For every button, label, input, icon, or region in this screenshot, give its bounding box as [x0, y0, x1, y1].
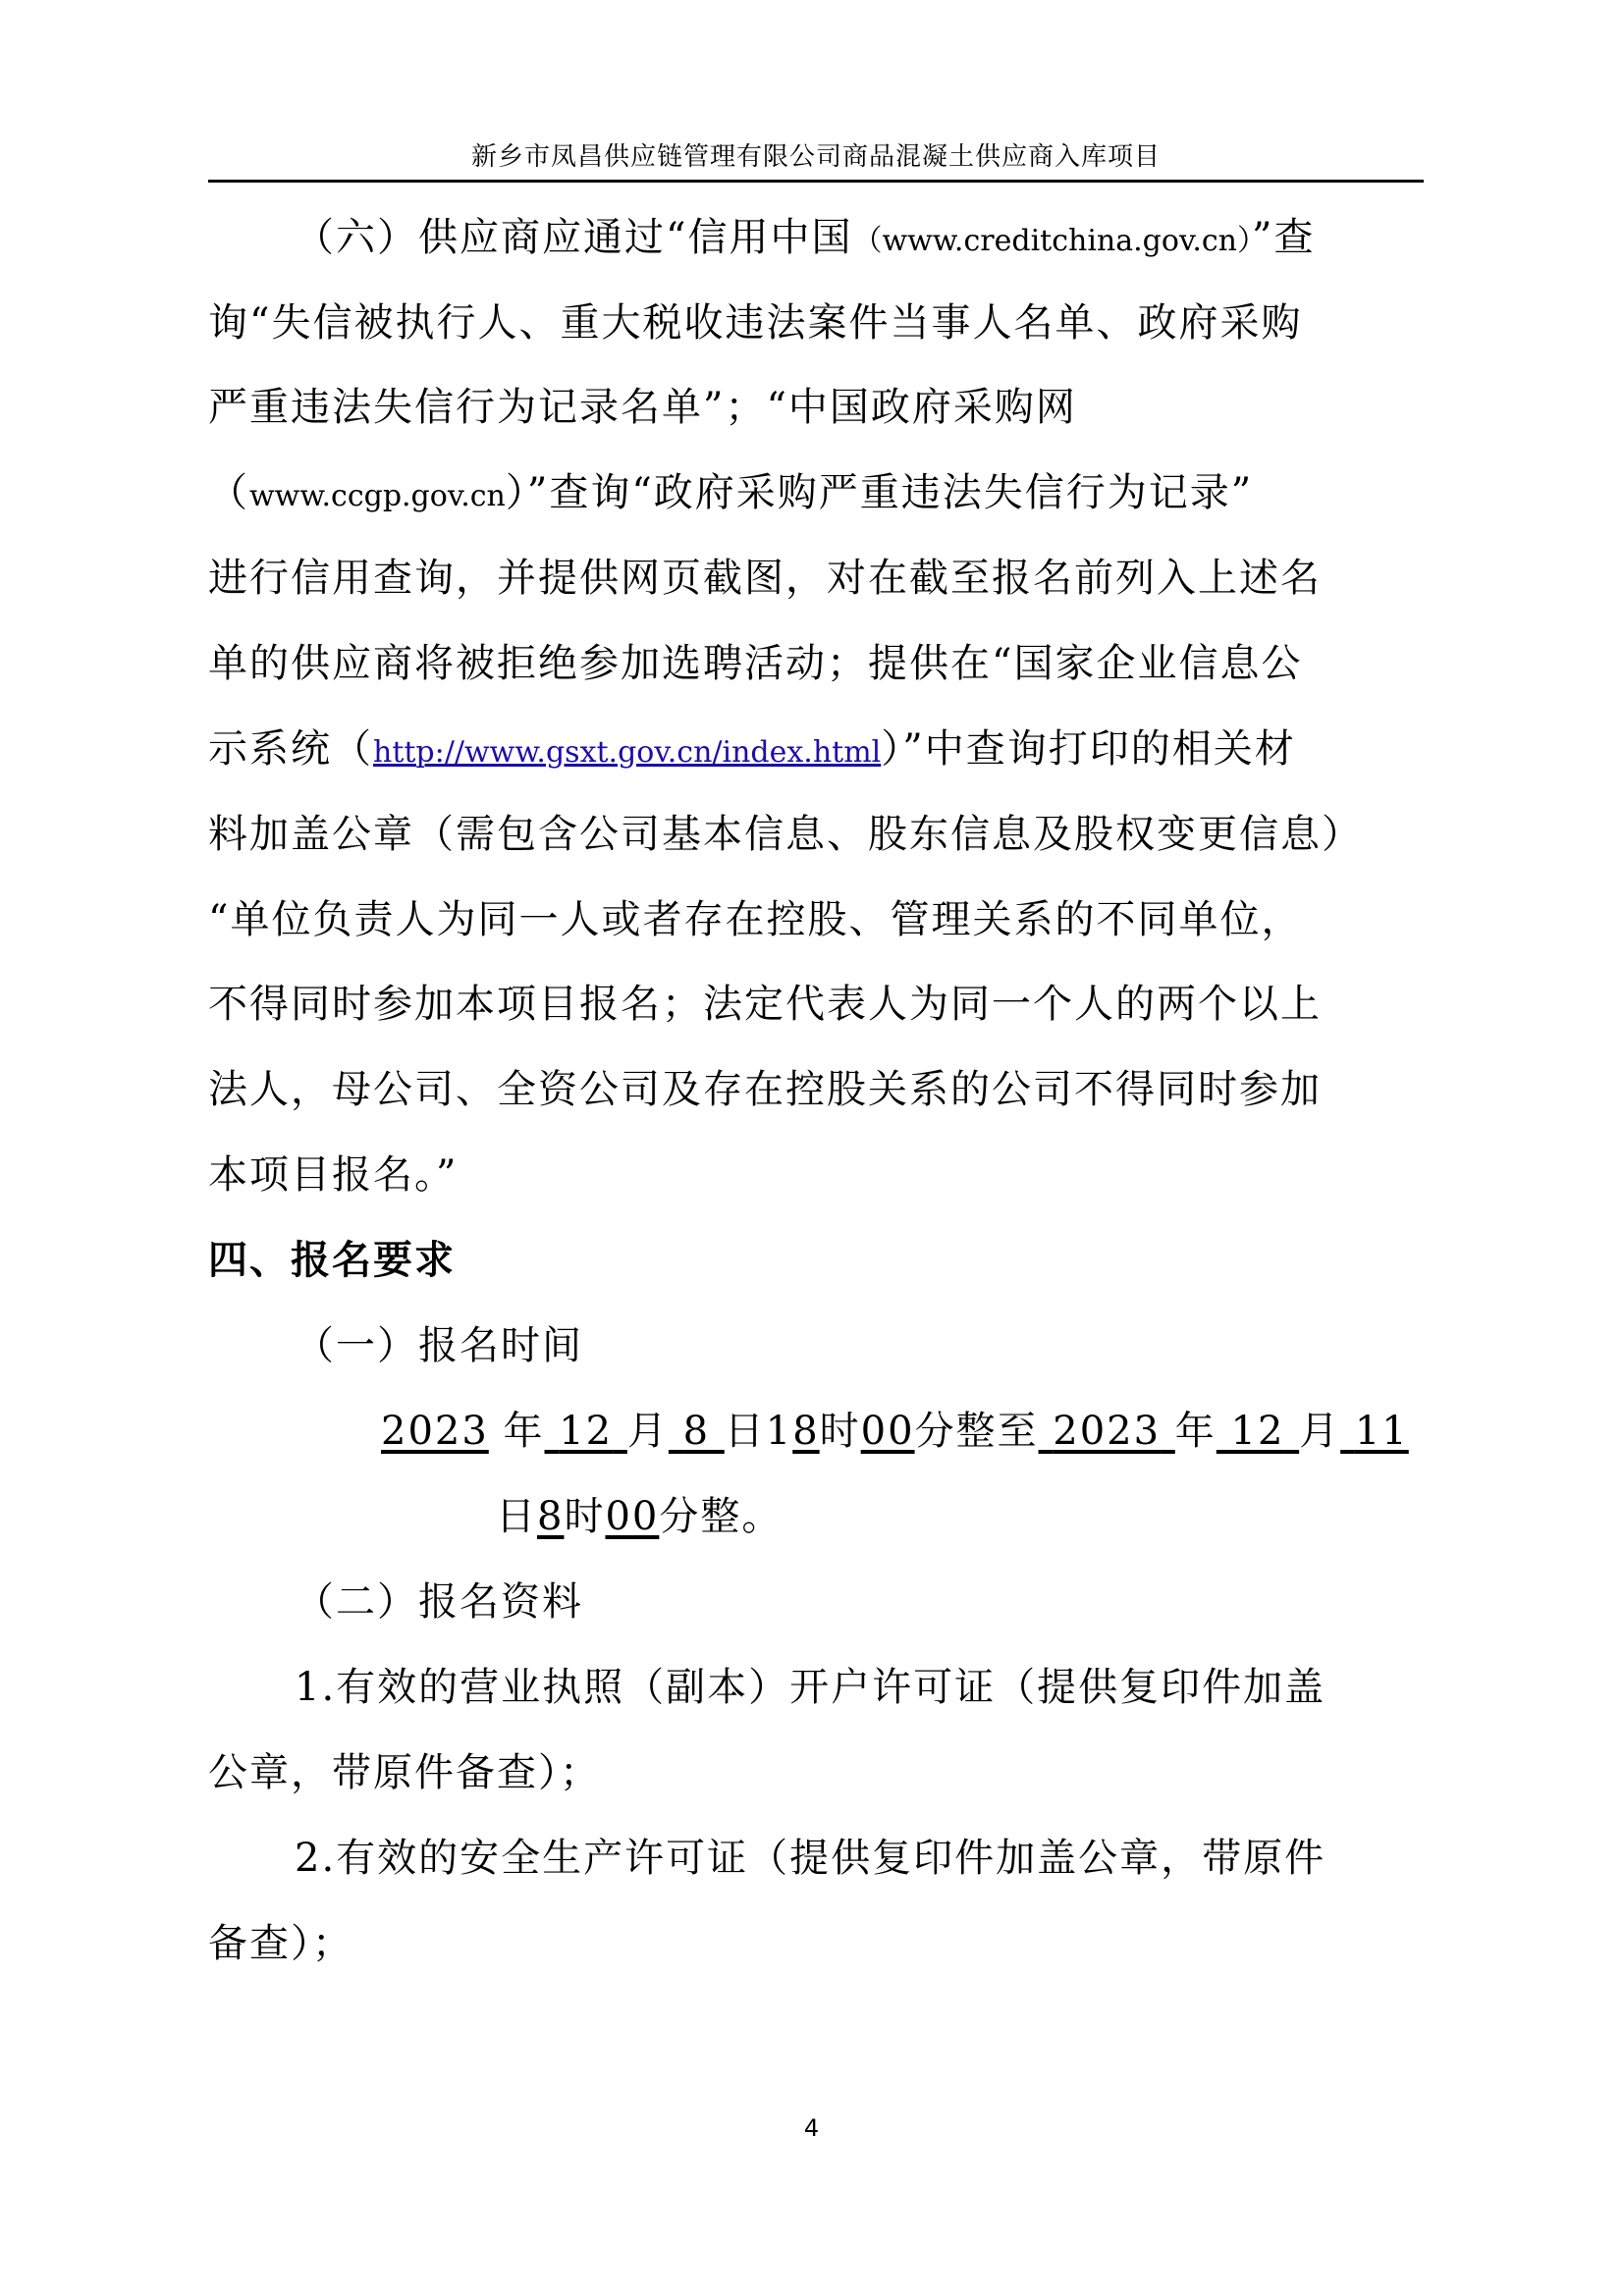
document-header: 新乡市凤昌供应链管理有限公司商品混凝土供应商入库项目 [470, 142, 1161, 172]
p6-text: ）”查询“政府采购严重违法失信行为记录” [505, 470, 1254, 515]
creditchina-url-text: （www.creditchina.gov.cn） [852, 224, 1252, 258]
time-text: 分整至 [914, 1409, 1039, 1454]
ccgp-url-text: www.ccgp.gov.cn [249, 479, 506, 513]
p6-text: ”查 [1252, 215, 1316, 260]
subsection-registration-materials: （二）报名资料 [295, 1579, 583, 1625]
registration-time-line-2 [496, 1489, 783, 1544]
start-hour-prefix: 1 [765, 1409, 793, 1454]
p6-line-1 [295, 210, 1315, 269]
p6-line-5: 进行信用查询，并提供网页截图，对在截至报名前列入上述名 [208, 556, 1322, 601]
p6-text: ）”中查询打印的相关材 [881, 726, 1296, 772]
p6-line-6: 单的供应商将被拒绝参加选聘活动；提供在“国家企业信息公 [208, 641, 1303, 686]
time-text: 分整。 [659, 1494, 784, 1539]
start-year: 2023 [381, 1409, 489, 1454]
time-text: 时 [819, 1409, 861, 1454]
subsection-registration-time: （一）报名时间 [295, 1323, 583, 1368]
p6-line-9: “单位负责人为同一人或者存在控股、管理关系的不同单位， [208, 897, 1303, 942]
time-text: 月 [1299, 1409, 1341, 1454]
time-text: 月 [626, 1409, 669, 1454]
registration-time-line-1 [381, 1404, 1409, 1459]
time-text: 日 [724, 1409, 766, 1454]
end-hour: 8 [537, 1494, 565, 1539]
material-item-2-line-2: 备查）； [208, 1921, 353, 1966]
page-number: 4 [803, 2114, 820, 2142]
end-year: 2023 [1053, 1409, 1162, 1454]
p6-line-2: 询“失信被执行人、重大税收违法案件当事人名单、政府采购 [208, 300, 1303, 346]
material-item-1-line-2: 公章，带原件备查）； [208, 1750, 601, 1795]
p6-text: 示系统（ [208, 726, 373, 772]
end-day: 11 [1354, 1409, 1409, 1454]
p6-line-12: 本项目报名。” [208, 1152, 459, 1198]
section-heading: 四、报名要求 [208, 1238, 456, 1283]
p6-line-11: 法人，母公司、全资公司及存在控股关系的公司不得同时参加 [208, 1067, 1322, 1112]
time-text: 年 [503, 1409, 545, 1454]
start-day: 8 [682, 1409, 711, 1454]
p6-line-3: 严重违法失信行为记录名单”；“中国政府采购网 [208, 385, 1077, 430]
time-text: 年 [1174, 1409, 1217, 1454]
header-rule [208, 180, 1424, 183]
material-item-2-line-1: 2.有效的安全生产许可证（提供复印件加盖公章，带原件 [295, 1836, 1326, 1881]
start-hour: 8 [792, 1409, 820, 1454]
p6-line-4 [208, 465, 1253, 524]
end-month: 12 [1230, 1409, 1285, 1454]
start-minute: 00 [860, 1409, 915, 1454]
p6-text: （ [208, 470, 249, 515]
p6-line-10: 不得同时参加本项目报名；法定代表人为同一个人的两个以上 [208, 982, 1322, 1027]
end-minute: 00 [605, 1494, 660, 1539]
material-item-1-line-1: 1.有效的营业执照（副本）开户许可证（提供复印件加盖 [295, 1665, 1326, 1710]
gsxt-link[interactable]: http://www.gsxt.gov.cn/index.html [373, 735, 882, 770]
start-month: 12 [559, 1409, 614, 1454]
time-text: 时 [564, 1494, 606, 1539]
p6-text: （六）供应商应通过“信用中国 [295, 215, 853, 260]
time-text: 日 [496, 1494, 537, 1539]
p6-line-8: 料加盖公章（需包含公司基本信息、股东信息及股权变更信息） [208, 812, 1363, 857]
p6-line-7 [208, 721, 1296, 780]
